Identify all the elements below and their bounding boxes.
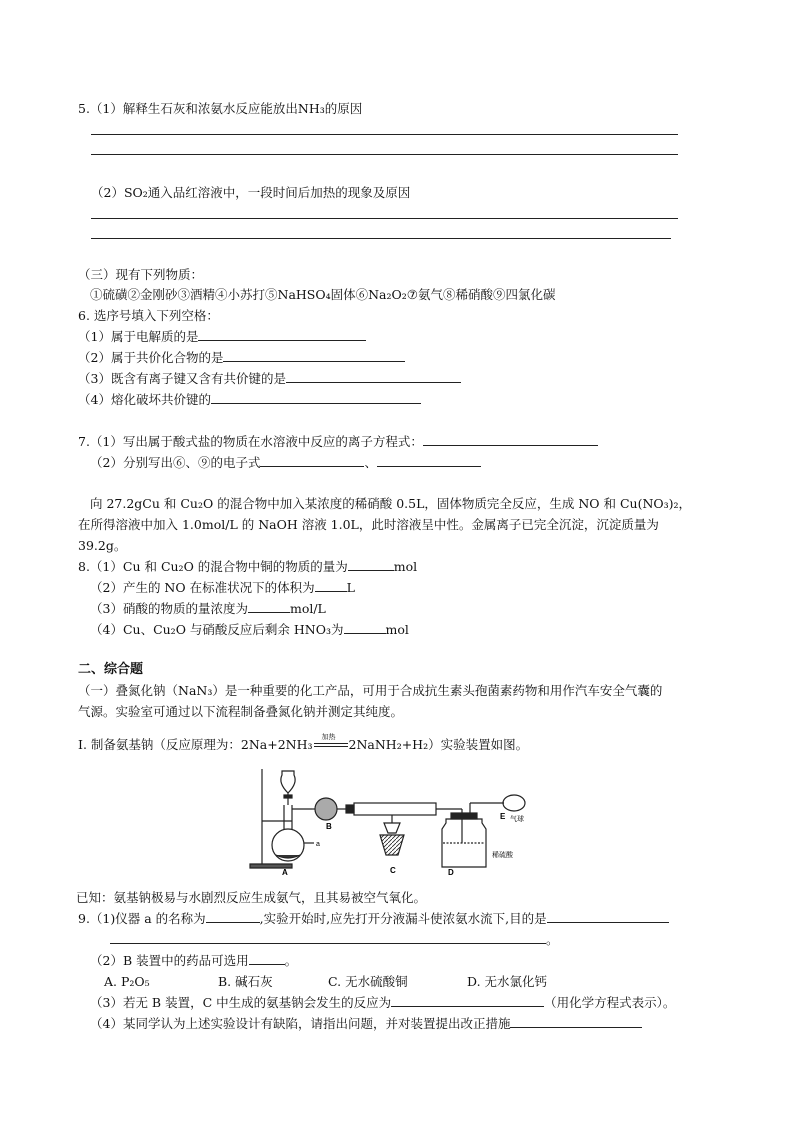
q8-blank-4[interactable] xyxy=(344,621,386,634)
q7-blank-3[interactable] xyxy=(377,454,481,467)
label-B: B xyxy=(326,822,332,831)
q6-p4 xyxy=(78,391,794,409)
section2-intro-2: 气源。实验室可通过以下流程制备叠氮化钠并测定其纯度。 xyxy=(78,704,404,719)
drying-tube xyxy=(315,798,337,820)
q8-p3-unit: mol/L xyxy=(289,601,326,616)
q8-p3 xyxy=(90,600,794,618)
q8-p4-unit: mol xyxy=(385,622,409,637)
q7-blank-1[interactable] xyxy=(423,433,598,446)
known-text: 已知：氨基钠极易与水剧烈反应生成氨气，且其易被空气氧化。 xyxy=(76,890,427,905)
reaction-arrow xyxy=(313,733,349,749)
q8-p2 xyxy=(90,579,794,597)
stopper-1 xyxy=(346,805,354,813)
q8-p4 xyxy=(90,621,794,639)
q6-blank-3[interactable] xyxy=(286,370,461,383)
q6-p2-text: （2）属于共价化合物的是 xyxy=(78,350,224,365)
separatory-funnel xyxy=(281,771,295,793)
step1-text-a: Ⅰ. 制备氨基钠（反应原理为：2Na+2NH₃ xyxy=(78,737,313,752)
label-D: D xyxy=(448,868,454,875)
label-acid: 稀硫酸 xyxy=(492,852,513,859)
q8-blank-3[interactable] xyxy=(248,600,290,613)
answer-line[interactable] xyxy=(91,154,678,155)
q9-blank-3[interactable] xyxy=(110,931,546,944)
flask-solid xyxy=(276,855,300,858)
q7-p2-text: （2）分别写出⑥、⑨的电子式 xyxy=(90,455,261,470)
q7-sep: 、 xyxy=(364,455,377,470)
q9-opt-b[interactable]: B. 碱石灰 xyxy=(218,974,273,989)
q6-blank-2[interactable] xyxy=(223,349,405,362)
q8-p1-text: 8.（1）Cu 和 Cu₂O 的混合物中铜的物质的量为 xyxy=(78,559,348,574)
label-E: E xyxy=(500,812,506,821)
q9-blank-4[interactable] xyxy=(249,952,285,965)
apparatus-diagram xyxy=(248,763,538,875)
alcohol-lamp xyxy=(380,835,404,855)
q6-p3 xyxy=(78,370,794,388)
q8-p3-text: （3）硝酸的物质的量浓度为 xyxy=(90,601,248,616)
balloon xyxy=(503,795,525,811)
q9-p1 xyxy=(78,910,794,928)
passage-line-3: 39.2g。 xyxy=(78,538,127,553)
q6-blank-1[interactable] xyxy=(198,328,366,341)
q9-blank-6[interactable] xyxy=(510,1015,642,1028)
q7-blank-2[interactable] xyxy=(260,454,364,467)
q9-opt-a[interactable]: A. P₂O₅ xyxy=(104,974,150,989)
q9-p3 xyxy=(90,994,794,1012)
arrow-line-bottom xyxy=(314,746,348,747)
q9-opt-c[interactable]: C. 无水硫酸铜 xyxy=(328,974,408,989)
passage-line-2: 在所得溶液中加入 1.0mol/L 的 NaOH 溶液 1.0L，此时溶液呈中性。金属离子已完全沉淀，沉淀质量为 xyxy=(78,517,659,532)
q8-blank-2[interactable] xyxy=(315,579,347,592)
q9-p2 xyxy=(90,952,794,970)
q9-p1-end: 。 xyxy=(546,932,559,947)
label-C: C xyxy=(390,866,396,875)
step1-line xyxy=(78,733,794,754)
label-a: a xyxy=(316,841,320,848)
q8-p1-unit: mol xyxy=(393,559,418,574)
q7-p1 xyxy=(78,433,794,451)
q6-p1 xyxy=(78,328,794,346)
q9-p3-end: （用化学方程式表示）。 xyxy=(544,995,676,1010)
q9-p1-cont xyxy=(110,931,794,949)
section2-heading: 二、综合题 xyxy=(78,662,144,677)
q9-p4 xyxy=(90,1015,794,1033)
answer-line[interactable] xyxy=(91,218,678,219)
q8-blank-1[interactable] xyxy=(348,558,394,571)
q8-p2-unit: L xyxy=(346,580,355,595)
q8-p1 xyxy=(78,558,794,576)
q9-p2-text: （2）B 装置中的药品可选用 xyxy=(90,953,249,968)
passage-line-1: 向 27.2gCu 和 Cu₂O 的混合物中加入某浓度的稀硝酸 0.5L，固体物质完全反应，生成 NO 和 Cu(NO₃)₂， xyxy=(90,496,692,511)
q9-p2-end: 。 xyxy=(284,953,298,968)
q6-p1-text: （1）属于电解质的是 xyxy=(78,329,199,344)
section2-intro-1: （一）叠氮化钠（NaN₃）是一种重要的化工产品，可用于合成抗生素头孢菌素药物和用作汽车安全气囊的 xyxy=(78,683,663,698)
q7-p1-text: 7.（1）写出属于酸式盐的物质在水溶液中反应的离子方程式： xyxy=(78,434,423,449)
q6-p2 xyxy=(78,349,794,367)
q9-blank-2[interactable] xyxy=(547,910,669,923)
q9-p4-text: （4）某同学认为上述实验设计有缺陷，请指出问题，并对装置提出改正措施 xyxy=(90,1016,511,1031)
section3-heading: （三）现有下列物质： xyxy=(78,267,204,282)
funnel-stopcock xyxy=(284,795,292,798)
q9-p1-text-b: ,实验开始时,应先打开分液漏斗使浓氨水流下,目的是 xyxy=(259,911,547,926)
burner-head xyxy=(384,823,400,833)
q9-p1-text-a: 9.（1)仪器 a 的名称为 xyxy=(78,911,206,926)
substances-list: ①硫磺②金刚砂③酒精④小苏打⑤NaHSO₄固体⑥Na₂O₂⑦氨气⑧稀硝酸⑨四氯化碳 xyxy=(90,287,556,302)
q7-p2 xyxy=(90,454,794,472)
answer-line[interactable] xyxy=(91,238,671,239)
q8-p2-text: （2）产生的 NO 在标准状况下的体积为 xyxy=(90,580,315,595)
q9-blank-5[interactable] xyxy=(391,994,544,1007)
label-A: A xyxy=(282,868,288,875)
q6-blank-4[interactable] xyxy=(211,391,421,404)
label-balloon: 气球 xyxy=(510,816,524,823)
q5-part1: 5.（1）解释生石灰和浓氨水反应能放出NH₃的原因 xyxy=(78,101,363,116)
step1-text-b: 2NaNH₂+H₂）实验装置如图。 xyxy=(348,737,529,752)
q5-part2: （2）SO₂通入品红溶液中，一段时间后加热的现象及原因 xyxy=(91,185,411,200)
reaction-condition: 加热 xyxy=(321,733,336,741)
q6-p3-text: （3）既含有离子键又含有共价键的是 xyxy=(78,371,286,386)
q9-p3-text: （3）若无 B 装置，C 中生成的氨基钠会发生的反应为 xyxy=(90,995,392,1010)
q6-p4-text: （4）熔化破坏共价键的 xyxy=(78,392,211,407)
answer-line[interactable] xyxy=(91,134,678,135)
q8-p4-text: （4）Cu、Cu₂O 与硝酸反应后剩余 HNO₃为 xyxy=(90,622,344,637)
q9-blank-1[interactable] xyxy=(206,910,260,923)
arrow-line-top xyxy=(314,743,348,744)
reaction-tube xyxy=(354,803,436,815)
q9-opt-d[interactable]: D. 无水氯化钙 xyxy=(467,974,548,989)
bottle-stopper xyxy=(451,813,477,819)
q6-intro: 6. 选序号填入下列空格： xyxy=(78,308,219,323)
